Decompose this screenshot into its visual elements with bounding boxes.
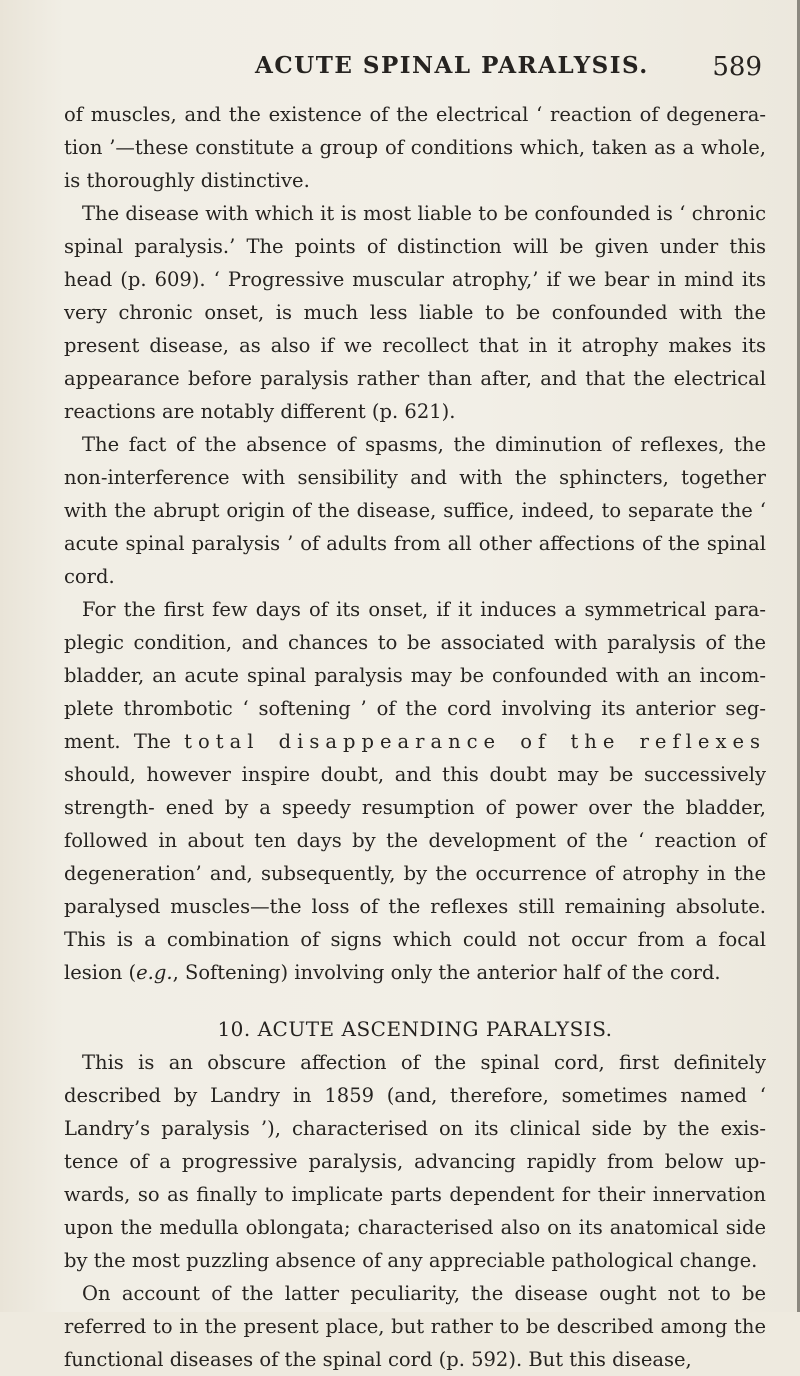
paragraph: The disease with which it is most liable to be confounded is ‘ chronic spinal paralysis.’ The points of distinction will be given under this head (p. 609). ‘ Progressive muscular atrophy,’ if we bear in mind its very chronic onset, is much less liable to be confounded with the present disease, as also if we recollect that in it atrophy makes its appearance before paralysis rather than after, and that the electrical reactions are notably different (p. 621). — [64, 202, 766, 423]
paragraph-text: , Softening) involving only the anterior half of the cord. — [172, 961, 721, 984]
paragraph-text: should, however inspire doubt, and this doubt may be successively strength- ened by a speedy resumption of power over the bladder, followed in about ten days by the development of the ‘ reaction of degeneration’ and, subsequently, by the occurrence of atrophy in the paralysed muscles—the loss of the reflexes still remaining absolute. This is a combination of signs which could not occur from a focal lesion ( — [64, 763, 766, 984]
italic-abbreviation: e.g. — [136, 961, 173, 984]
page-number: 589 — [712, 52, 762, 82]
paragraph: On account of the latter peculiarity, the disease ought not to be referred to in the present place, but rather to be described among the functional diseases of the spinal cord (p. 592). But this disease, — [64, 1282, 766, 1371]
section-heading: 10. ACUTE ASCENDING PARALYSIS. — [217, 1017, 613, 1041]
paragraph: of muscles, and the existence of the electrical ‘ reaction of degenera- tion ’—these constitute a group of conditions which, taken as a whole, is thoroughly distinctive. — [64, 103, 766, 192]
paragraph-text: For the first few days of its onset, if it induces a symmetrical para- plegic condition, and chances to be associated with paralysis of the bladder, an acute spinal paralysis may be confounded with an incom- plete thrombotic ‘ softening ’ of the cord involving its anterior seg- ment. The — [64, 598, 766, 753]
body-text — [64, 98, 766, 1376]
paragraph: The fact of the absence of spasms, the diminution of reflexes, the non-interference with sensibility and with the sphincters, together with the abrupt origin of the disease, suffice, indeed, to separate the ‘ acute spinal paralysis ’ of adults from all other affections of the spinal cord. — [64, 433, 766, 588]
paragraph: This is an obscure affection of the spinal cord, first definitely described by Landry in 1859 (and, therefore, sometimes named ‘ Landry’s paralysis ’), characterised on its clinical side by the exis- tence of a progressive paralysis, advancing rapidly from below up- wards, so as finally to implicate parts dependent for their innervation upon the medulla oblongata; characterised also on its anatomical side by the most puzzling absence of any appreciable pathological change. — [64, 1051, 766, 1272]
emphasized-text: total disappearance of the reflexes — [184, 730, 766, 753]
running-header — [60, 52, 780, 92]
paragraph — [64, 593, 766, 989]
running-title: ACUTE SPINAL PARALYSIS. — [255, 52, 649, 79]
